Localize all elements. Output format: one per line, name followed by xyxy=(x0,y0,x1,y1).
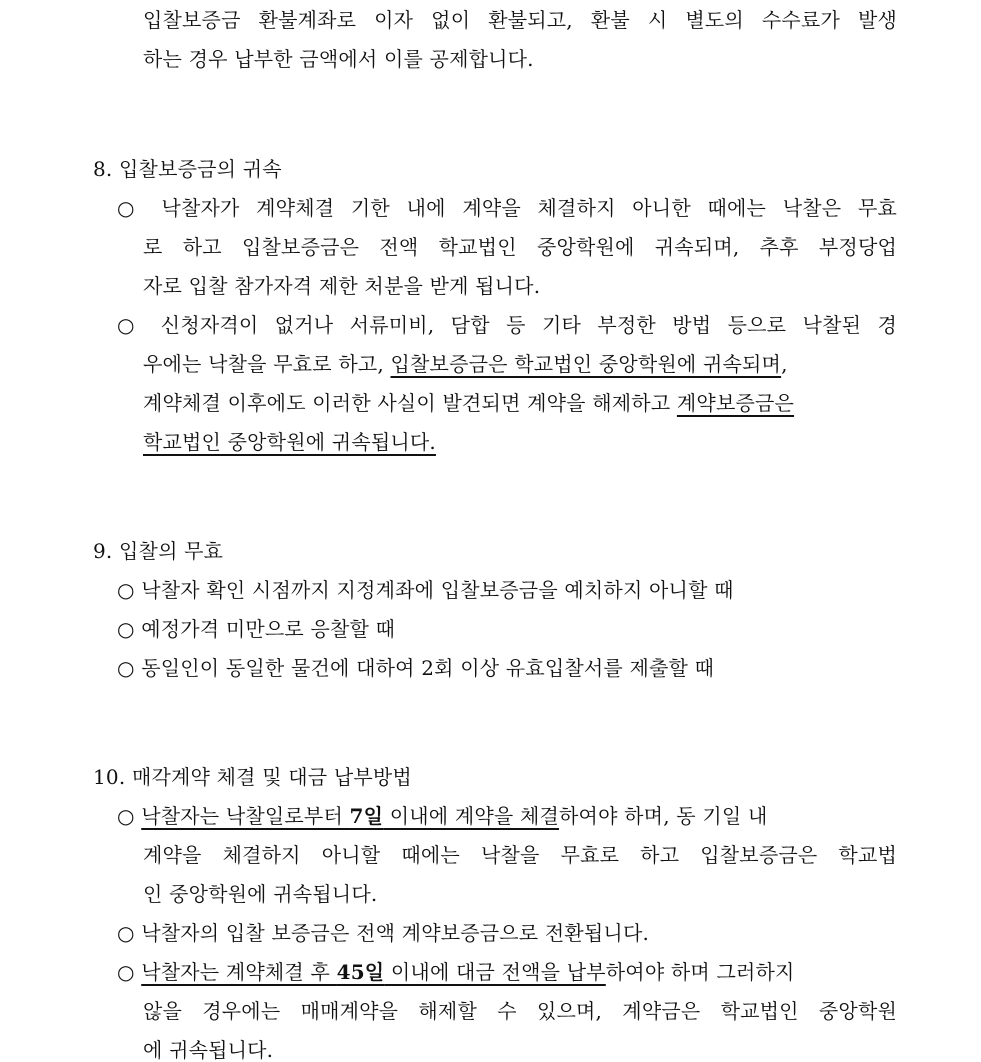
plain-text: , xyxy=(781,352,788,376)
underlined-text-part: 이내에 계약을 체결 xyxy=(383,804,560,828)
section-8-bullet-1-line-2: 로 하고 입찰보증금은 전액 학교법인 중앙학원에 귀속되며, 추후 부정당업 xyxy=(143,235,897,259)
section-10-bullet-2: ○ 낙찰자의 입찰 보증금은 전액 계약보증금으로 전환됩니다. xyxy=(117,921,650,945)
section-10-bullet-3-line-2: 않을 경우에는 매매계약을 해제할 수 있으며, 계약금은 학교법인 중앙학원 xyxy=(143,999,897,1023)
bold-days: 45일 xyxy=(336,960,385,984)
section-9-heading: 9. 입찰의 무효 xyxy=(93,539,224,563)
bullet-mark: ○ xyxy=(117,960,142,984)
underlined-text-part: 이내에 대금 전액을 납부 xyxy=(384,960,606,984)
section-9-item-2: ○ 예정가격 미만으로 응찰할 때 xyxy=(117,617,396,641)
plain-text: 하여야 하며, 동 기일 내 xyxy=(559,804,768,828)
intro-line-1: 입찰보증금 환불계좌로 이자 없이 환불되고, 환불 시 별도의 수수료가 발생 xyxy=(143,8,897,32)
bullet-mark: ○ xyxy=(117,804,142,828)
section-10-bullet-3-line-3: 에 귀속됩니다. xyxy=(143,1038,274,1062)
section-8-bullet-2-line-4 xyxy=(143,432,436,452)
underlined-text xyxy=(141,804,559,828)
section-10-bullet-1-line-3: 인 중앙학원에 귀속됩니다. xyxy=(143,882,378,906)
intro-line-2: 하는 경우 납부한 금액에서 이를 공제합니다. xyxy=(143,47,534,71)
underlined-text-part: 낙찰자는 낙찰일로부터 xyxy=(141,804,350,828)
section-10-bullet-1-line-1 xyxy=(117,806,897,826)
plain-text: 하여야 하며 그러하지 xyxy=(605,960,795,984)
section-8-bullet-2-line-1: ○ 신청자격이 없거나 서류미비, 담합 등 기타 부정한 방법 등으로 낙찰된 경 xyxy=(117,313,897,337)
underlined-text-part: 낙찰자는 계약체결 후 xyxy=(141,960,337,984)
underlined-text: 계약보증금은 xyxy=(676,391,795,415)
plain-text: 계약체결 이후에도 이러한 사실이 발견되면 계약을 해제하고 xyxy=(143,391,677,415)
underlined-text xyxy=(141,960,606,984)
section-10-heading: 10. 매각계약 체결 및 대금 납부방법 xyxy=(93,765,412,789)
section-10-bullet-1-line-2: 계약을 체결하지 아니할 때에는 낙찰을 무효로 하고 입찰보증금은 학교법 xyxy=(143,843,897,867)
section-9-item-3: ○ 동일인이 동일한 물건에 대하여 2회 이상 유효입찰서를 제출할 때 xyxy=(117,656,715,680)
section-9-item-1: ○ 낙찰자 확인 시점까지 지정계좌에 입찰보증금을 예치하지 아니할 때 xyxy=(117,578,734,602)
section-10-bullet-3-line-1 xyxy=(117,962,897,982)
underlined-text: 학교법인 중앙학원에 귀속됩니다. xyxy=(143,430,436,454)
section-8-bullet-2-line-3 xyxy=(143,393,897,413)
bold-days: 7일 xyxy=(349,804,384,828)
section-8-bullet-1-line-3: 자로 입찰 참가자격 제한 처분을 받게 됩니다. xyxy=(143,274,541,298)
plain-text: 우에는 낙찰을 무효로 하고, xyxy=(143,352,391,376)
section-8-bullet-2-line-2 xyxy=(143,354,897,374)
section-8-heading: 8. 입찰보증금의 귀속 xyxy=(93,157,282,181)
underlined-text: 입찰보증금은 학교법인 중앙학원에 귀속되며 xyxy=(390,352,782,376)
section-8-bullet-1-line-1: ○ 낙찰자가 계약체결 기한 내에 계약을 체결하지 아니한 때에는 낙찰은 무효 xyxy=(117,196,897,220)
